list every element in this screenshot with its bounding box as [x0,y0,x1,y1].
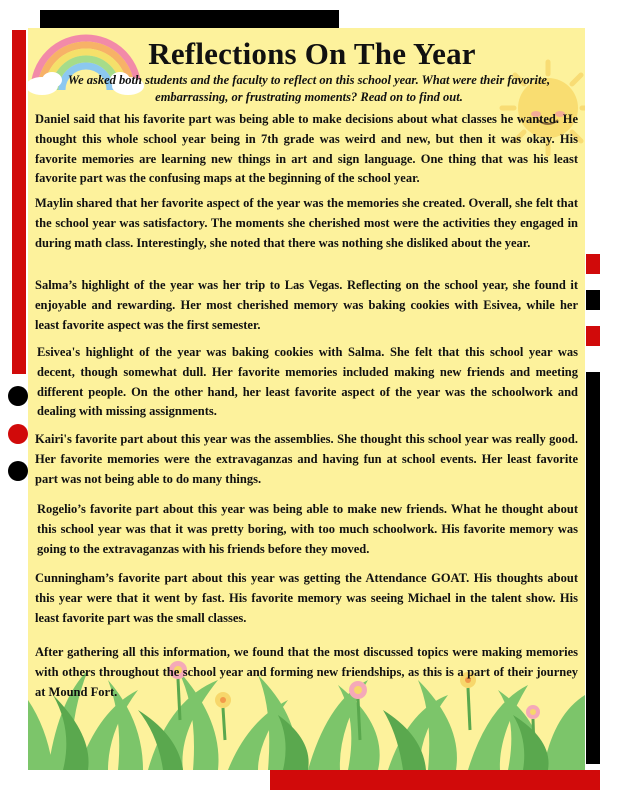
bottom-red-bar [270,770,600,790]
black-dot [8,461,28,481]
page-title: Reflections On The Year [148,36,476,71]
top-black-bar [40,10,339,29]
paragraph-rogelio: Rogelio’s favorite part about this year was being able to make new friends. What he thought about this school year was that it was pretty boring, with too much schoolwork. His favorite memory was going to the extravaganzas with his friends before they moved. [37,502,578,556]
paragraph-cunningham: Cunningham’s favorite part about this year was getting the Attendance GOAT. His thoughts about this year were that it went by fast. His favorite memory was seeing Michael in the talent show. His least favorite part was the small classes. [35,571,578,625]
paragraph-salma: Salma’s highlight of the year was her trip to Las Vegas. Reflecting on the school year, she found it enjoyable and rewarding. Her most cherished memory was baking cookies with Esivea, while her least favorite aspect was the first semester. [35,278,578,332]
page-subtitle: We asked both students and the faculty to reflect on this school year. What were their favorite, embarrassing, or frustrating moments? Read on to find out. [67,73,551,104]
black-dot [8,386,28,406]
right-red-square [586,254,600,274]
paragraph-conclusion: After gathering all this information, we found that the most discussed topics were making memories with others throughout the school year and forming new friendships, as this is a part of their journey at Mound Fort. [35,645,578,699]
paragraph-kairi: Kairi's favorite part about this year was the assemblies. She thought this school year was really good. Her favorite memories were the extravaganzas and having fun at school events. Her least favorite part was not being able to do many things. [35,432,578,486]
right-black-bar [586,372,600,764]
right-red-square [586,326,600,346]
paragraph-daniel: Daniel said that his favorite part was being able to make decisions about what classes he wanted. He thought this whole school year being in 7th grade was weird and new, but then it was okay. His favorite memories are learning new things in art and sign language. One thing that was his least favorite part was the confusing maps at the beginning of the school year. [35,112,578,186]
right-black-square [586,290,600,310]
paragraph-esivea: Esivea's highlight of the year was baking cookies with Salma. She felt that this school year was decent, though somewhat dull. Her favorite memories included making new friends and meeting different people. On the other hand, her least favorite aspect of the year was the schoolwork and dealing with missing assignments. [37,345,578,419]
left-red-bar [12,30,26,374]
red-dot [8,424,28,444]
newsletter-panel [28,28,585,770]
paragraph-maylin: Maylin shared that her favorite aspect of the year was the memories she created. Overall, she felt that the school year was satisfactory. The moments she cherished most were the activities they engaged in during math class. Interestingly, she noted that there was nothing she disliked about the year. [35,196,578,250]
